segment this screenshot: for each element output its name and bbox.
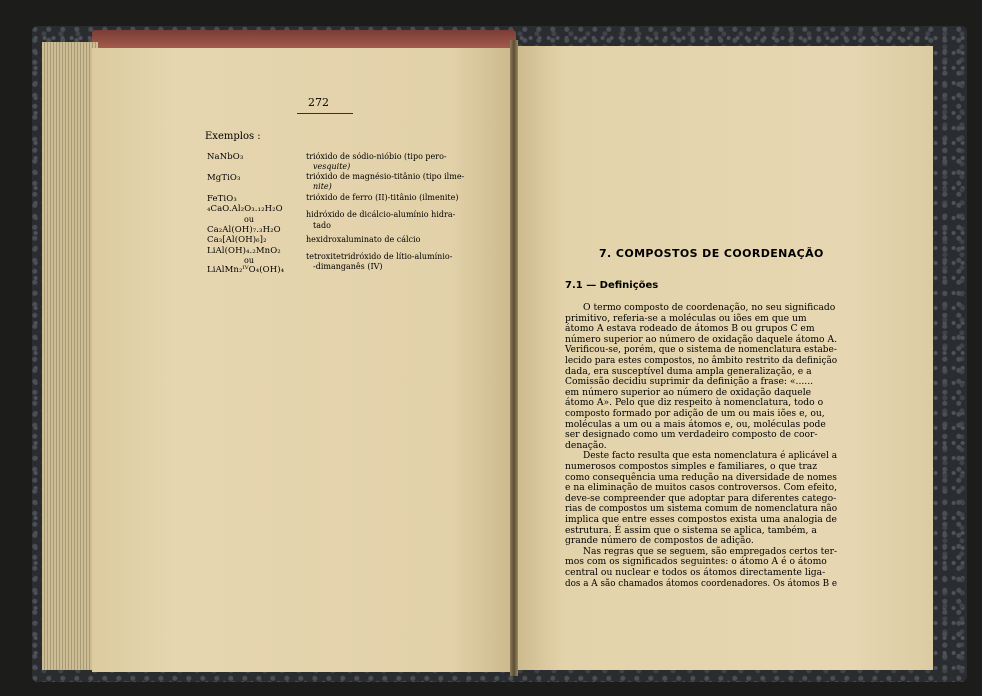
red-page-edge	[92, 30, 516, 48]
formula-description: trióxido de ferro (II)-titânio (ilmenite)	[306, 193, 459, 202]
body-line: implica que entre esses compostos exista uma analogia de	[565, 514, 837, 525]
body-line: como consequência uma redução na diversidade de nomes	[565, 471, 838, 483]
formula-description-continued: -dimanganês (IV)	[313, 262, 383, 271]
formula: LiAl(OH)₄.₂MnO₂	[207, 246, 281, 256]
formula-or: ou	[244, 256, 254, 265]
formula-description: hexidroxaluminato de cálcio	[306, 235, 421, 244]
body-line: estrutura. É assim que o sistema se aplica, também, a	[565, 524, 817, 536]
book-spine	[510, 40, 518, 676]
body-line: Comissão decidiu suprimir da definição a frase: «......	[565, 376, 814, 388]
body-line: primitivo, referia-se a moléculas ou iões em que um	[565, 312, 807, 324]
formula: Ca₃[Al(OH)₆]₂	[207, 235, 267, 245]
formula-description-continued: nite)	[313, 182, 332, 191]
formula-description: trióxido de magnésio-titânio (tipo ilme-	[306, 172, 465, 181]
formula-description: trióxido de sódio-nióbio (tipo pero-	[306, 152, 447, 161]
body-line: composto formado por adição de um ou mais iões e, ou,	[565, 408, 825, 419]
formula: FeTiO₃	[207, 194, 237, 204]
body-line: Deste facto resulta que esta nomenclatura é aplicável a	[583, 450, 838, 462]
body-line: grande número de compostos de adição.	[565, 535, 754, 547]
formula: ₄CaO.Al₂O₃.₁₂H₂O	[207, 204, 283, 214]
formula-description-continued: tado	[313, 221, 331, 230]
body-line: Nas regras que se seguem, são empregados certos ter-	[583, 545, 838, 557]
body-line: central ou nuclear e todos os átomos directamente liga-	[565, 567, 826, 578]
formula: Ca₂Al(OH)₇.₃H₂O	[207, 225, 281, 235]
body-line: denação.	[565, 439, 607, 451]
body-line: lecido para estes compostos, no âmbito restrito da definição	[565, 355, 838, 366]
body-line: Verificou-se, porém, que o sistema de nomenclatura estabe-	[565, 344, 837, 356]
formula: LiAlMn₂ᴵⱽO₄(OH)₄	[207, 265, 285, 275]
section-title: 7.1 — Definições	[565, 280, 659, 291]
body-line: átomo A estava rodeado de átomos B ou grupos C em	[565, 323, 815, 335]
page-number: 272	[308, 96, 329, 109]
page-number-rule	[297, 113, 353, 114]
body-line: moléculas a um ou a mais átomos e, ou, moléculas pode	[565, 418, 826, 430]
body-line: deve-se compreender que adoptar para diferentes catego-	[565, 492, 837, 504]
body-line: mos com os significados seguintes: o átomo A é o átomo	[565, 556, 827, 568]
formula-description: hidróxido de dicálcio-alumínio hidra-	[306, 210, 456, 219]
body-line: e na eliminação de muitos casos controversos. Com efeito,	[565, 482, 838, 494]
body-line: numerosos compostos simples e familiares, o que traz	[565, 461, 818, 472]
formula-description: tetroxitetridróxido de lítio-alumínio-	[306, 252, 453, 261]
body-line: dos a A são chamados átomos coordenadores. Os átomos B e	[565, 577, 838, 589]
formula: MgTiO₃	[207, 173, 241, 183]
examples-heading: Exemplos :	[205, 131, 261, 142]
body-line: em número superior ao número de oxidação daquele	[565, 386, 812, 398]
formula-or: ou	[244, 215, 254, 224]
formula: NaNbO₃	[207, 152, 244, 162]
page-edges	[42, 42, 98, 670]
left-page	[92, 48, 514, 672]
body-line: ser designado como um verdadeiro composto de coor-	[565, 429, 818, 441]
formula-description-continued: vesquite)	[313, 162, 351, 171]
body-line: O termo composto de coordenação, no seu significado	[583, 302, 836, 313]
body-line: número superior ao número de oxidação daquele átomo A.	[565, 333, 837, 345]
body-line: átomo A». Pelo que diz respeito à nomenclatura, todo o	[565, 397, 824, 409]
body-line: dada, era susceptível duma ampla generalização, e a	[565, 365, 812, 377]
chapter-title: 7. COMPOSTOS DE COORDENAÇÃO	[599, 247, 824, 260]
body-line: rias de compostos um sistema comum de nomenclatura não	[565, 503, 838, 515]
